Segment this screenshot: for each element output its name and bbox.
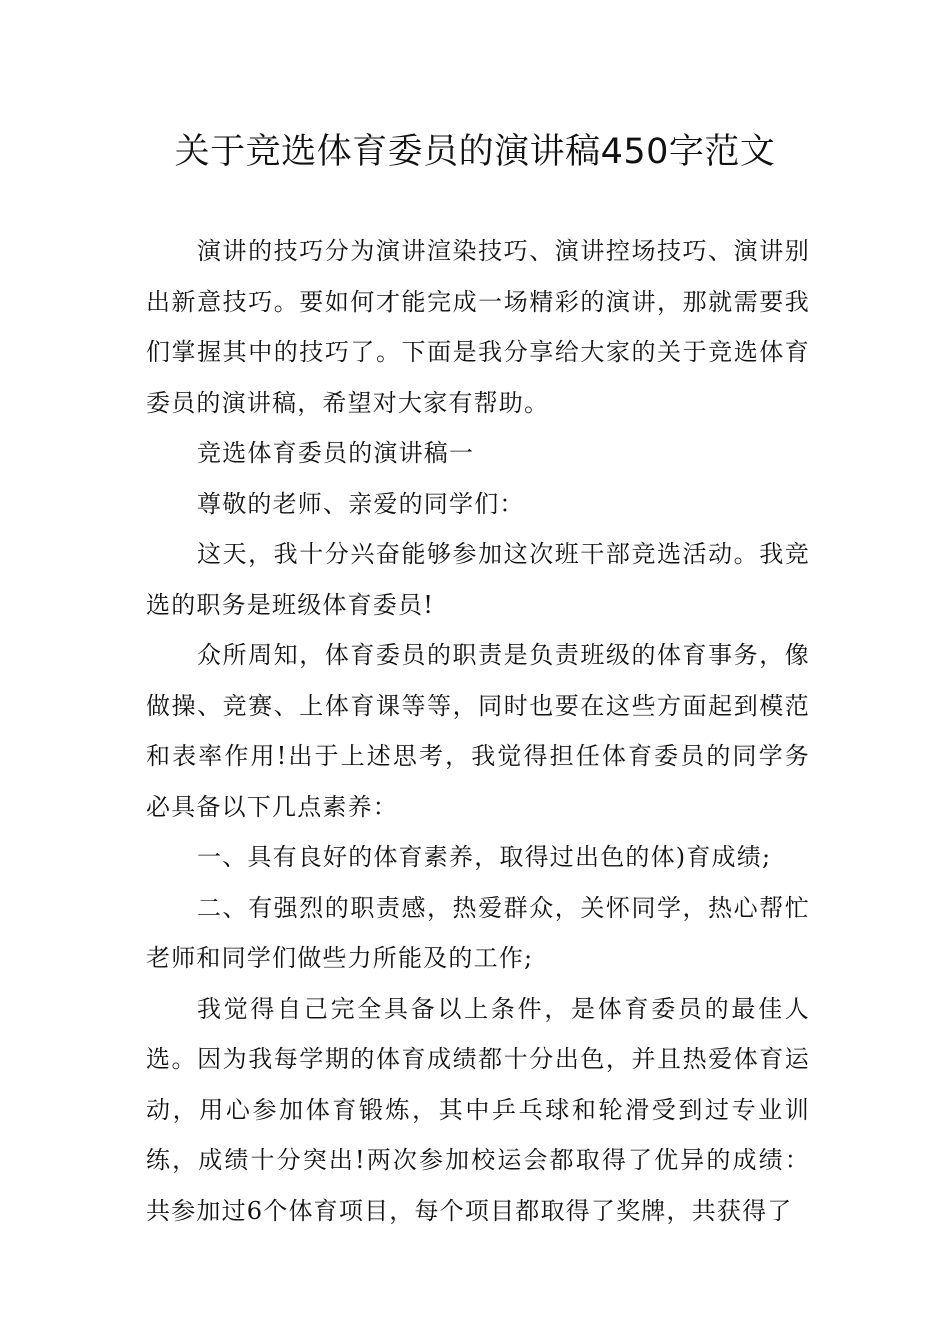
document-body xyxy=(146,226,810,1236)
paragraph-heading: 竞选体育委员的演讲稿一 xyxy=(197,439,475,467)
paragraph-intro: 演讲的技巧分为演讲渲染技巧、演讲控场技巧、演讲别出新意技巧。要如何才能完成一场精彩的演讲，那就需要我们掌握其中的技巧了。下面是我分享给大家的关于竞选体育委员的演讲稿，希望对大家有帮助。 xyxy=(146,237,810,417)
paragraph: 众所周知，体育委员的职责是负责班级的体育事务，像做操、竞赛、上体育课等等，同时也要在这些方面起到模范和表率作用!出于上述思考，我觉得担任体育委员的同学务必具备以下几点素养： xyxy=(146,641,810,821)
paragraph-list-item-1: 一、具有良好的体育素养，取得过出色的体)育成绩; xyxy=(197,843,772,871)
paragraph-list-item-2: 二、有强烈的职责感，热爱群众，关怀同学，热心帮忙老师和同学们做些力所能及的工作; xyxy=(146,893,810,972)
paragraph-salutation: 尊敬的老师、亲爱的同学们： xyxy=(197,489,525,518)
paragraph: 这天，我十分兴奋能够参加这次班干部竞选活动。我竞选的职务是班级体育委员! xyxy=(146,540,810,619)
document-title: 关于竞选体育委员的演讲稿450字范文 xyxy=(174,132,776,172)
paragraph: 我觉得自己完全具备以上条件，是体育委员的最佳人选。因为我每学期的体育成绩都十分出色，并且热爱体育运动，用心参加体育锻炼，其中乒乓球和轮滑受到过专业训练，成绩十分突出!两次参加校运会都取得了优异的成绩：共参加过6个体育项目，每个项目都取得了奖牌，共获得了 xyxy=(146,994,810,1225)
